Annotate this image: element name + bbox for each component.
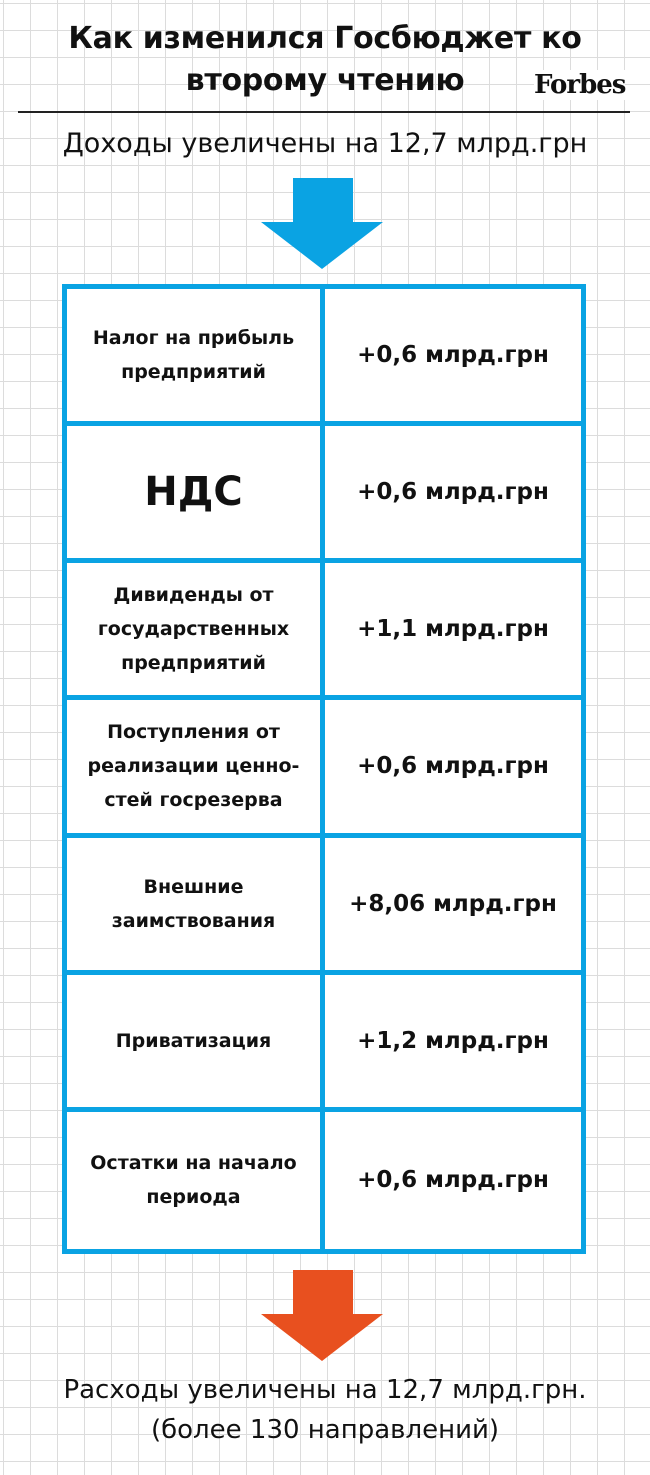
row-value-reserve-sales: +0,6 млрд.грн <box>357 753 549 780</box>
row-label-external-borrowing: Внешние заимствования <box>111 875 276 932</box>
down-arrow-icon <box>259 178 385 270</box>
expenses-summary <box>0 1370 650 1450</box>
down-arrow-icon <box>259 1270 385 1362</box>
table-row-label <box>67 563 325 700</box>
expenses-line-1: Расходы увеличены на 12,7 млрд.грн. <box>63 1375 587 1405</box>
row-label-profit-tax: Налог на прибыль предприятий <box>92 327 295 384</box>
row-value-dividends: +1,1 млрд.грн <box>357 616 549 643</box>
table-row-label <box>67 700 325 837</box>
income-arrow-shape <box>261 178 383 269</box>
row-value-external-borrowing: +8,06 млрд.грн <box>349 890 557 917</box>
table-row-value <box>325 1112 581 1249</box>
expenses-line-2: (более 130 направлений) <box>150 1415 500 1445</box>
table-row-value <box>325 975 581 1112</box>
row-label-vat: НДС <box>144 469 243 516</box>
income-table <box>62 284 586 1254</box>
table-row-value <box>325 289 581 426</box>
income-summary: Доходы увеличены на 12,7 млрд.грн <box>62 128 588 159</box>
table-row-label <box>67 426 325 563</box>
title-divider <box>18 111 630 113</box>
table-row-value <box>325 700 581 837</box>
forbes-logo: Forbes <box>534 70 626 100</box>
row-value-opening-balance: +0,6 млрд.грн <box>357 1167 549 1194</box>
table-row-value <box>325 838 581 975</box>
row-label-dividends: Дивиденды от государственных предприятий <box>97 584 290 675</box>
row-label-privatization: Приватизация <box>115 1029 272 1052</box>
title-line-2: второму чтению <box>185 63 465 98</box>
table-row-label <box>67 1112 325 1249</box>
title-line-1: Как изменился Госбюджет ко <box>68 21 582 56</box>
table-row-label <box>67 975 325 1112</box>
expense-arrow-shape <box>261 1270 383 1361</box>
table-row-label <box>67 289 325 426</box>
table-row-label <box>67 838 325 975</box>
row-value-profit-tax: +0,6 млрд.грн <box>357 342 549 369</box>
row-label-reserve-sales: Поступления от реализации ценно- стей госрезерва <box>87 721 300 812</box>
row-value-privatization: +1,2 млрд.грн <box>357 1027 549 1054</box>
table-row-value <box>325 563 581 700</box>
row-value-vat: +0,6 млрд.грн <box>357 479 549 506</box>
table-row-value <box>325 426 581 563</box>
row-label-opening-balance: Остатки на начало периода <box>90 1152 297 1209</box>
